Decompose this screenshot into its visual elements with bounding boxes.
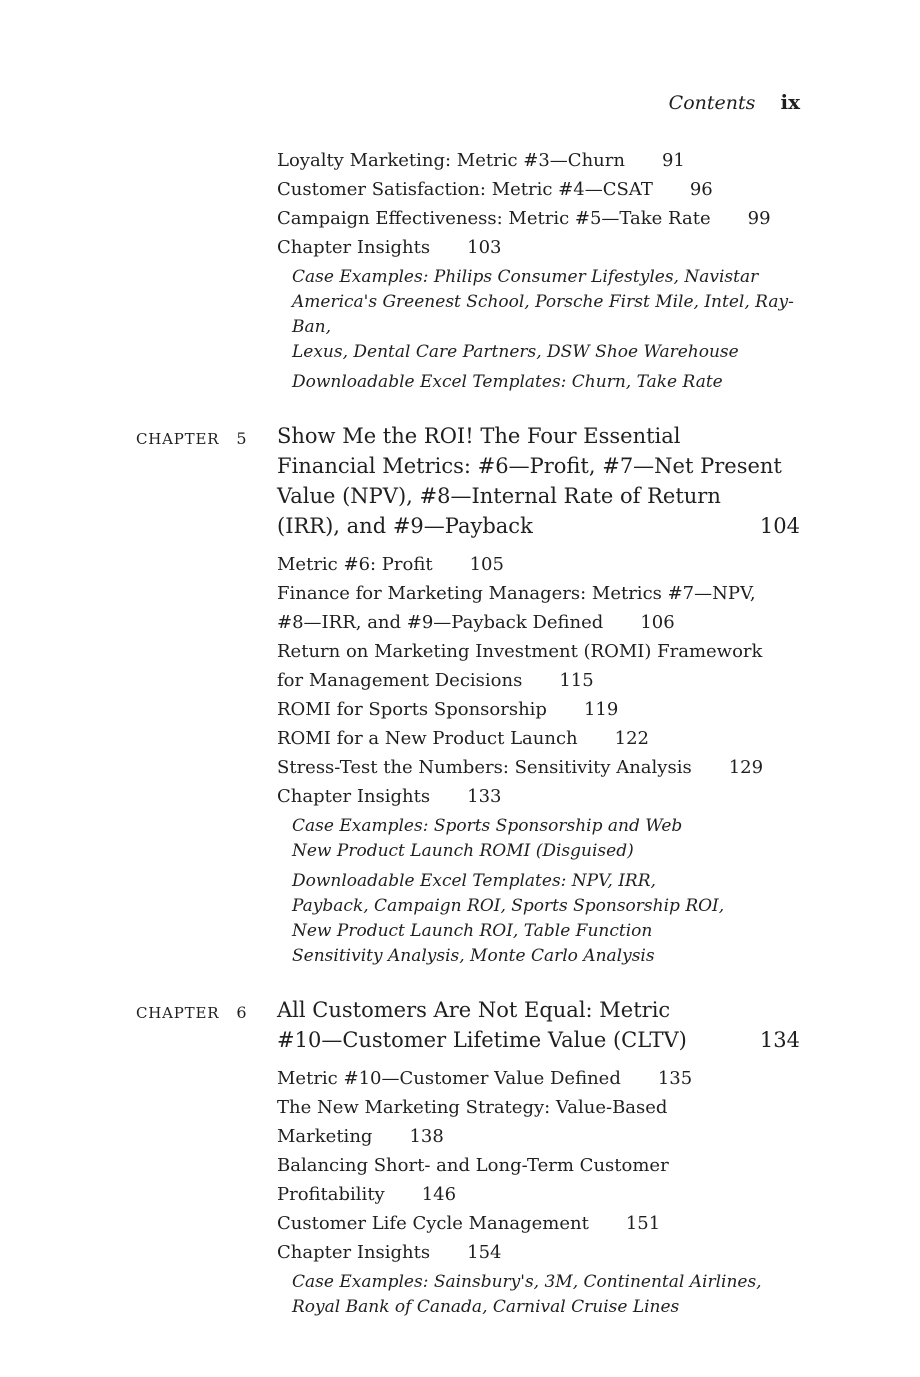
excel-templates-line: Downloadable Excel Templates: NPV, IRR, bbox=[292, 871, 656, 891]
chapter-label bbox=[136, 995, 277, 1055]
chapter-title-line: Show Me the ROI! The Four Essential bbox=[277, 424, 681, 448]
excel-templates-line: Downloadable Excel Templates: Churn, Take Rate bbox=[292, 372, 723, 392]
toc-content bbox=[136, 146, 800, 1320]
chapter-title-text: (IRR), and #9—Payback bbox=[277, 514, 533, 538]
chapter-title-line: All Customers Are Not Equal: Metric bbox=[277, 998, 671, 1022]
entry-page-number: 122 bbox=[614, 728, 649, 749]
chapter-word: CHAPTER bbox=[136, 1004, 220, 1022]
entry-page-number: 154 bbox=[467, 1242, 502, 1263]
chapter-number: 6 bbox=[236, 1003, 248, 1022]
chapter4-supplements bbox=[292, 265, 800, 395]
entry-text: Loyalty Marketing: Metric #3—Churn bbox=[277, 150, 625, 171]
entry-page-number: 151 bbox=[625, 1213, 661, 1234]
case-examples-line: America's Greenest School, Porsche First Mile, Intel, Ray-Ban, bbox=[292, 292, 794, 337]
chapter-title-line bbox=[277, 511, 800, 541]
chapter-page-number: 104 bbox=[759, 514, 800, 538]
toc-entry bbox=[277, 233, 800, 262]
entry-page-number: 106 bbox=[640, 612, 675, 633]
chapter-word: CHAPTER bbox=[136, 430, 220, 448]
entry-text: #8—IRR, and #9—Payback Defined bbox=[277, 612, 604, 633]
entry-text: Chapter Insights bbox=[277, 1242, 431, 1263]
chapter5-supplements bbox=[292, 814, 800, 969]
excel-templates-group bbox=[292, 869, 800, 969]
entry-text-continued bbox=[277, 608, 800, 637]
chapter-title-text: #10—Customer Lifetime Value (CLTV) bbox=[277, 1028, 687, 1052]
case-examples-line: Lexus, Dental Care Partners, DSW Shoe Warehouse bbox=[292, 342, 739, 362]
chapter6-supplements bbox=[292, 1270, 800, 1320]
entry-text: ROMI for a New Product Launch bbox=[277, 728, 578, 749]
chapter-title-line: Value (NPV), #8—Internal Rate of Return bbox=[277, 484, 721, 508]
entry-text: Finance for Marketing Managers: Metrics #7—NPV, bbox=[277, 583, 756, 604]
toc-entry bbox=[277, 146, 800, 175]
toc-entry bbox=[277, 550, 800, 579]
toc-entry bbox=[277, 753, 800, 782]
entry-text-continued bbox=[277, 666, 800, 695]
running-head-title: Contents bbox=[668, 92, 756, 114]
excel-templates-line: New Product Launch ROI, Table Function bbox=[292, 921, 653, 941]
entry-page-number: 91 bbox=[661, 150, 685, 171]
entry-page-number: 96 bbox=[689, 179, 713, 200]
case-examples-group bbox=[292, 265, 800, 365]
chapter-title bbox=[277, 421, 800, 541]
chapter-title-line: Financial Metrics: #6—Profit, #7—Net Present bbox=[277, 454, 782, 478]
entry-text: for Management Decisions bbox=[277, 670, 523, 691]
toc-entry bbox=[277, 637, 800, 695]
toc-entry bbox=[277, 579, 800, 637]
case-examples-group bbox=[292, 814, 800, 864]
toc-entry bbox=[277, 1151, 800, 1209]
entry-page-number: 105 bbox=[469, 554, 504, 575]
toc-entry bbox=[277, 1209, 800, 1238]
running-head bbox=[669, 90, 800, 114]
excel-templates-line: Sensitivity Analysis, Monte Carlo Analysis bbox=[292, 946, 655, 966]
toc-entry bbox=[277, 175, 800, 204]
chapter-label bbox=[136, 421, 277, 541]
chapter4-entries bbox=[277, 146, 800, 262]
toc-entry bbox=[277, 695, 800, 724]
toc-entry bbox=[277, 782, 800, 811]
entry-page-number: 129 bbox=[728, 757, 764, 778]
chapter5-heading bbox=[136, 421, 800, 541]
excel-templates-group bbox=[292, 370, 800, 395]
toc-entry bbox=[277, 1093, 800, 1151]
excel-templates-line: Payback, Campaign ROI, Sports Sponsorship ROI, bbox=[292, 896, 725, 916]
entry-page-number: 146 bbox=[421, 1184, 457, 1205]
entry-text: Chapter Insights bbox=[277, 786, 431, 807]
case-examples-group bbox=[292, 1270, 800, 1320]
case-examples-line: New Product Launch ROMI (Disguised) bbox=[292, 841, 634, 861]
entry-text: ROMI for Sports Sponsorship bbox=[277, 699, 547, 720]
entry-page-number: 133 bbox=[467, 786, 502, 807]
page-folio: ix bbox=[780, 90, 800, 114]
entry-text: The New Marketing Strategy: Value-Based Marketing bbox=[277, 1097, 668, 1147]
chapter-number: 5 bbox=[236, 429, 248, 448]
entry-text: Chapter Insights bbox=[277, 237, 431, 258]
entry-text: Customer Life Cycle Management bbox=[277, 1213, 589, 1234]
entry-text: Customer Satisfaction: Metric #4—CSAT bbox=[277, 179, 653, 200]
chapter6-heading bbox=[136, 995, 800, 1055]
entry-page-number: 138 bbox=[409, 1126, 444, 1147]
entry-page-number: 99 bbox=[747, 208, 771, 229]
entry-page-number: 115 bbox=[559, 670, 594, 691]
toc-entry bbox=[277, 204, 800, 233]
case-examples-line: Case Examples: Sports Sponsorship and Web bbox=[292, 816, 683, 836]
entry-page-number: 103 bbox=[467, 237, 502, 258]
toc-entry bbox=[277, 724, 800, 753]
case-examples-line: Royal Bank of Canada, Carnival Cruise Lines bbox=[292, 1297, 680, 1317]
entry-text: Campaign Effectiveness: Metric #5—Take Rate bbox=[277, 208, 711, 229]
entry-page-number: 119 bbox=[583, 699, 619, 720]
toc-entry bbox=[277, 1238, 800, 1267]
chapter-title bbox=[277, 995, 800, 1055]
chapter-title-line bbox=[277, 1025, 800, 1055]
entry-text: Metric #10—Customer Value Defined bbox=[277, 1068, 621, 1089]
case-examples-line: Case Examples: Philips Consumer Lifestyles, Navistar bbox=[292, 267, 759, 287]
entry-text: Return on Marketing Investment (ROMI) Framework bbox=[277, 641, 763, 662]
entry-text: Balancing Short- and Long-Term Customer Profitability bbox=[277, 1155, 669, 1205]
entry-page-number: 135 bbox=[657, 1068, 693, 1089]
case-examples-line: Case Examples: Sainsbury's, 3M, Continental Airlines, bbox=[292, 1272, 762, 1292]
chapter-page-number: 134 bbox=[759, 1028, 800, 1052]
entry-text: Metric #6: Profit bbox=[277, 554, 433, 575]
toc-entry bbox=[277, 1064, 800, 1093]
entry-text: Stress-Test the Numbers: Sensitivity Analysis bbox=[277, 757, 692, 778]
chapter6-entries bbox=[277, 1064, 800, 1267]
chapter5-entries bbox=[277, 550, 800, 811]
